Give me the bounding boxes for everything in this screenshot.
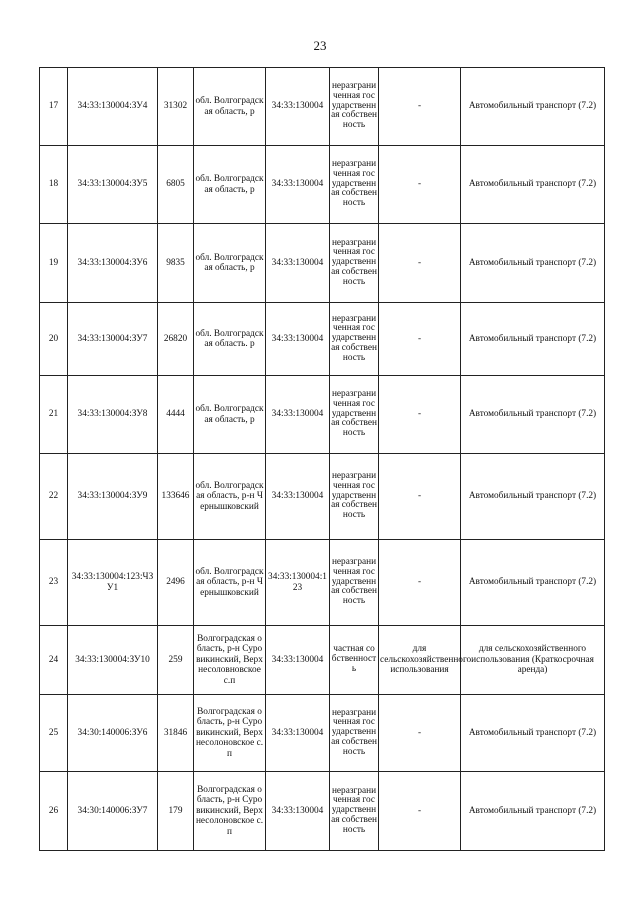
- cadastral-quarter: 34:33:130004: [266, 146, 330, 224]
- ownership-form: неразграниченная государственная собственность: [330, 303, 379, 376]
- parcel-area: 179: [158, 772, 194, 851]
- restriction: -: [379, 695, 461, 772]
- parcel-area: 31846: [158, 695, 194, 772]
- table-row: [40, 376, 605, 454]
- cadastral-quarter: 34:33:130004: [266, 376, 330, 454]
- ownership-form: неразграниченная государственная собственность: [330, 146, 379, 224]
- parcel-address: обл. Волгоградская область, р: [194, 224, 266, 303]
- restriction: -: [379, 68, 461, 146]
- restriction: -: [379, 303, 461, 376]
- table-body: [40, 68, 605, 851]
- table-row: [40, 695, 605, 772]
- parcel-address: обл. Волгоградская область, р: [194, 68, 266, 146]
- cadastral-quarter: 34:33:130004:123: [266, 540, 330, 626]
- cadastral-number: 34:33:130004:123:ЧЗУ1: [68, 540, 158, 626]
- table-row: [40, 68, 605, 146]
- cadastral-quarter: 34:33:130004: [266, 626, 330, 695]
- ownership-form: неразграниченная государственная собственность: [330, 68, 379, 146]
- parcel-address: обл. Волгоградская область, р: [194, 146, 266, 224]
- ownership-form: неразграниченная государственная собственность: [330, 695, 379, 772]
- restriction: -: [379, 224, 461, 303]
- permitted-use: Автомобильный транспорт (7.2): [461, 303, 605, 376]
- cadastral-number: 34:33:130004:ЗУ5: [68, 146, 158, 224]
- cadastral-number: 34:33:130004:ЗУ10: [68, 626, 158, 695]
- cadastral-number: 34:33:130004:ЗУ9: [68, 454, 158, 540]
- cadastral-number: 34:30:140006:ЗУ6: [68, 695, 158, 772]
- parcel-area: 133646: [158, 454, 194, 540]
- parcel-address: Волгоградская область, р-н Суровикинский, Верхнесолоновское с.п: [194, 772, 266, 851]
- parcel-address: обл. Волгоградская область, р-н Чернышковский: [194, 540, 266, 626]
- table-row: [40, 303, 605, 376]
- permitted-use: Автомобильный транспорт (7.2): [461, 146, 605, 224]
- page-number: 23: [313, 38, 327, 53]
- row-number: 20: [40, 303, 68, 376]
- permitted-use: Автомобильный транспорт (7.2): [461, 695, 605, 772]
- row-number: 22: [40, 454, 68, 540]
- row-number: 17: [40, 68, 68, 146]
- parcel-address: Волгоградская область, р-н Суровикинский, Верхнесолоновское с.п: [194, 695, 266, 772]
- row-number: 24: [40, 626, 68, 695]
- permitted-use: Автомобильный транспорт (7.2): [461, 772, 605, 851]
- parcel-address: обл. Волгоградская область, р: [194, 376, 266, 454]
- parcel-address: обл. Волгоградская область, р-н Чернышковский: [194, 454, 266, 540]
- restriction: -: [379, 376, 461, 454]
- row-number: 23: [40, 540, 68, 626]
- row-number: 25: [40, 695, 68, 772]
- cadastral-number: 34:33:130004:ЗУ8: [68, 376, 158, 454]
- restriction: -: [379, 454, 461, 540]
- ownership-form: неразграниченная государственная собственность: [330, 540, 379, 626]
- row-number: 26: [40, 772, 68, 851]
- ownership-form: неразграниченная государственная собственность: [330, 224, 379, 303]
- restriction: -: [379, 540, 461, 626]
- parcel-area: 9835: [158, 224, 194, 303]
- parcel-area: 31302: [158, 68, 194, 146]
- permitted-use: Автомобильный транспорт (7.2): [461, 68, 605, 146]
- table-row: [40, 772, 605, 851]
- cadastral-number: 34:30:140006:ЗУ7: [68, 772, 158, 851]
- table-row: [40, 626, 605, 695]
- row-number: 21: [40, 376, 68, 454]
- cadastral-quarter: 34:33:130004: [266, 224, 330, 303]
- table-row: [40, 224, 605, 303]
- ownership-form: неразграниченная государственная собственность: [330, 454, 379, 540]
- row-number: 19: [40, 224, 68, 303]
- cadastral-number: 34:33:130004:ЗУ7: [68, 303, 158, 376]
- parcel-area: 259: [158, 626, 194, 695]
- cadastral-quarter: 34:33:130004: [266, 772, 330, 851]
- parcel-area: 2496: [158, 540, 194, 626]
- restriction: -: [379, 146, 461, 224]
- cadastral-quarter: 34:33:130004: [266, 695, 330, 772]
- parcel-area: 6805: [158, 146, 194, 224]
- table-row: [40, 146, 605, 224]
- cadastral-quarter: 34:33:130004: [266, 454, 330, 540]
- ownership-form: неразграниченная государственная собственность: [330, 772, 379, 851]
- cadastral-number: 34:33:130004:ЗУ6: [68, 224, 158, 303]
- land-parcels-table: [39, 67, 605, 851]
- permitted-use: Автомобильный транспорт (7.2): [461, 224, 605, 303]
- restriction: -: [379, 772, 461, 851]
- cadastral-number: 34:33:130004:ЗУ4: [68, 68, 158, 146]
- table-row: [40, 540, 605, 626]
- parcel-area: 26820: [158, 303, 194, 376]
- ownership-form: частная собственность: [330, 626, 379, 695]
- permitted-use: Автомобильный транспорт (7.2): [461, 540, 605, 626]
- permitted-use: Автомобильный транспорт (7.2): [461, 454, 605, 540]
- parcel-area: 4444: [158, 376, 194, 454]
- parcel-address: обл. Волгоградская область. р: [194, 303, 266, 376]
- parcel-address: Волгоградская область, р-н Суровикинский, Верхнесоловновское с.п: [194, 626, 266, 695]
- ownership-form: неразграниченная государственная собственность: [330, 376, 379, 454]
- restriction: для сельскохозяйственного использования: [379, 626, 461, 695]
- permitted-use: для сельскохозяйственного использования (Краткосрочная аренда): [461, 626, 605, 695]
- permitted-use: Автомобильный транспорт (7.2): [461, 376, 605, 454]
- table-row: [40, 454, 605, 540]
- cadastral-quarter: 34:33:130004: [266, 303, 330, 376]
- cadastral-quarter: 34:33:130004: [266, 68, 330, 146]
- row-number: 18: [40, 146, 68, 224]
